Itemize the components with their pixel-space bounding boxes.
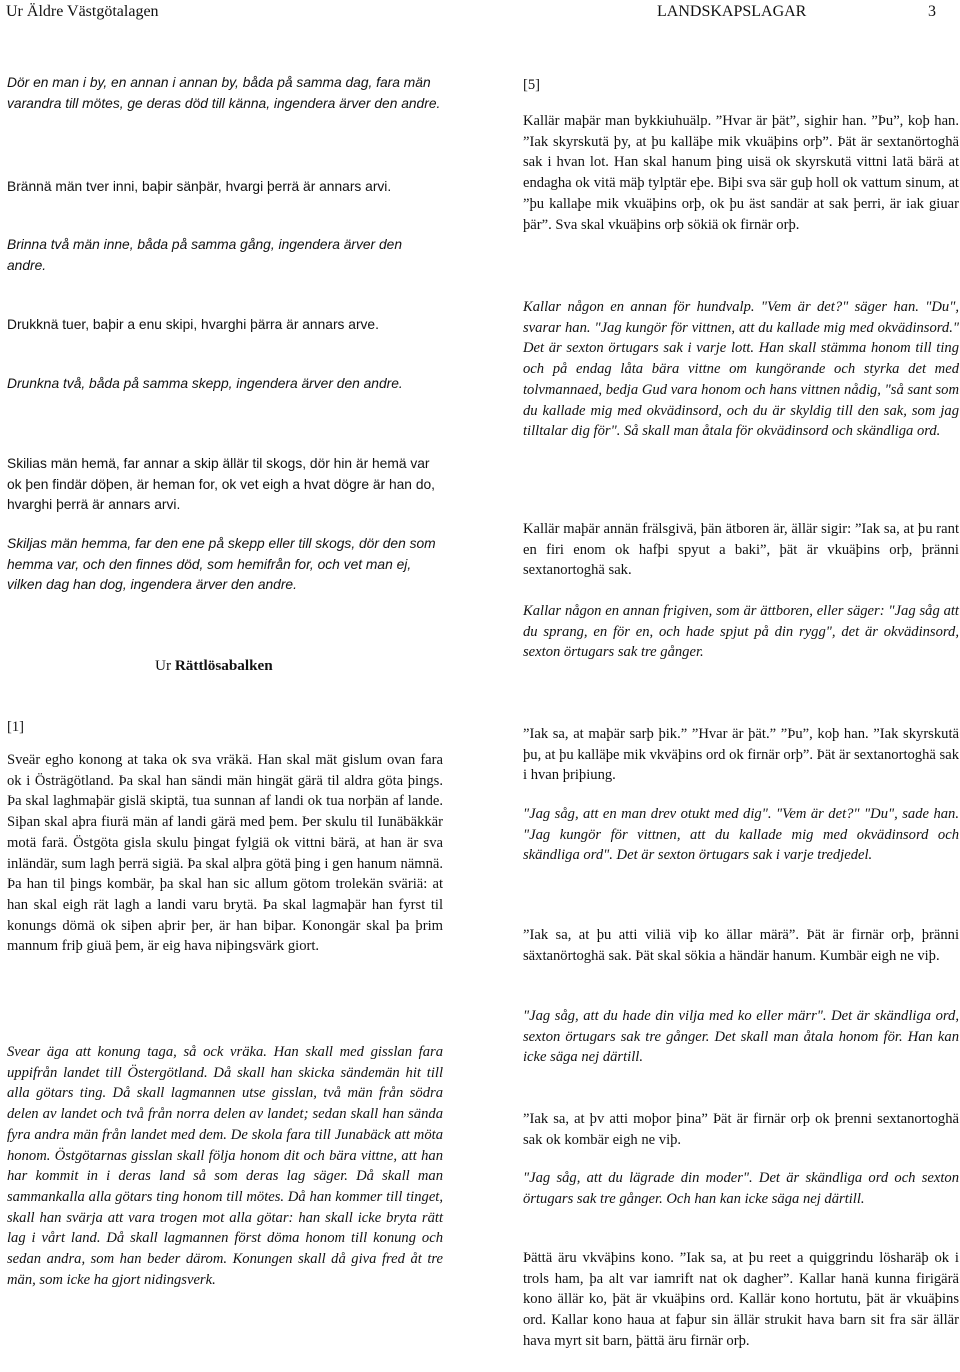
paragraph-modern-r4: Kallar någon en annan frigiven, som är ättboren, eller säger: "Jag såg att du sprang, en för en, och hade spjut på din rygg", det är okvädinsord, sexton örtugars sak tre gånger. (523, 603, 959, 661)
paragraph-old-4: Drukknä tuer, baþir a enu skipi, hvarghi þärra är annars arve. (7, 317, 379, 332)
section-marker-1: [1] (7, 719, 25, 735)
paragraph-modern-r2: Kallar någon en annan för hundvalp. "Vem är det?" säger han. "Du", svarar han. "Jag kungör för vittnen, att du kallade mig med okvädinsord." Det är sexton örtugars sak i varje lott. Han skall stämma honom till ting och på endag låta bära vittne om kungörande och styrka det med tolvmannaed, bedja Gud vara honom och hans vittnen nådig, "så sant som du kallade mig med okvädinsord, och du är skyldig till den sak, som jag tilltalar dig för". Så skall man åtala för okvädinsord och skändliga ord. (523, 299, 959, 440)
paragraph-modern-7: Skiljas män hemma, far den ene på skepp eller till skogs, dör den som hemma var, och den finnes död, som hemifrån for, och vet man ej, vilken dag han dog, ingendera ärver den andre. (7, 536, 436, 593)
paragraph-modern-r6: "Jag såg, att en man drev otukt med dig". "Vem är det?" "Du", sade han. "Jag kungör för vittnen, att du kallade mig med okvädinsord och skändliga ord". Det är sexton örtugars sak i varje tredjedel. (523, 806, 959, 864)
page-number: 3 (928, 3, 936, 20)
paragraph-old-r1: Kallär maþär man bykkiuhuälp. ”Hvar är þät”, sighir han. ”Þu”, koþ han. ”Iak skyrskutä þy, at þu kalläþe mik vkuäþins orþ”. Þät är sextanörtoghä sak i hvan lot. Han skal hanum þing uisä ok skyrskutä vittni latä bärä at endagha ok vitä mäþ tylptär eþe. Biþi sva sär guþ holl ok vattum sinum, at ”þu kallaþe mik vkuäþins orþ, ok þu äst sandär at sak þerri, är iak giuar þär”. Sva skal vkuäþins orþ sökiä ok firnär orþ. (523, 113, 959, 233)
paragraph-modern-9: Svear äga att konung taga, så ock vräka. Han skall med gisslan fara uppifrån landet till Östergötland. Då skall han skicka sändemän hit till alla götars ting. Då skall lagmannen utse gisslan, två män från södra delen av landet och två från norra delen av landet; sedan skall han sända fyra andra män från landet med dem. De skola fara till Junabäck att möta honom. Östgötarnas gisslan skall följa honom dit och bära vittne, att han har kommit in i deras land så som deras lag säger. Då skall man sammankalla alla götars ting honom till mötes. Då han kommer till tinget, skall han svärja att vara trogen mot alla götar: han skall icke bryta rätt lag i vårt land. Då skall lagmannen först döma honom till konung och sedan andra, som han beder därom. Konungen skall då giva fred åt tre män, som icke ha gjort nidingsverk. (7, 1044, 443, 1288)
paragraph-old-r7: ”Iak sa, at þu atti viliä viþ ko ällar märä”. Þät är firnär orþ, þränni säxtanörtoghä sak. Þät skal sökia a händär hanum. Kumbär eigh ne viþ. (523, 927, 959, 964)
paragraph-old-r9: ”Iak sa, at þv atti moþor þina” Þät är firnär orþ ok þrenni sextanortoghä sak ok kombär eigh ne viþ. (523, 1111, 959, 1148)
paragraph-old-2: Brännä män tver inni, baþir sänþär, hvargi þerrä är annars arvi. (7, 179, 392, 194)
section-marker-5: [5] (523, 77, 541, 93)
paragraph-old-r11: Þättä äru vkväþins kono. ”Iak sa, at þu reet a quiggrindu lösharäþ ok i trols ham, þa alt var iamrift nat ok dagher”. Kallar hanä kunna firigärä kono ällär ko, þät är vkuäþins ord. Kallär kono hortutu, þät är vkuäþins ord. Kallar kono haua at faþur sin ällär strukit hava barn sit fra sär ällär hava myrt sit barn, þättä äru firnär orþ. (523, 1250, 959, 1349)
paragraph-modern-3: Brinna två män inne, båda på samma gång, ingendera ärver den andre. (7, 237, 402, 273)
paragraph-old-6: Skilias män hemä, far annar a skip ällär til skogs, dör hin är hemä var ok þen findär döþen, är heman for, ok vet eigh a hvat dögre är han do, hvarghi þerrä är annars arvi. (7, 456, 435, 513)
paragraph-old-8: Sveär egho konong at taka ok sva vräkä. Han skal mät gislum ovan fara ok i Östrägötland. Þa skal han sändi män hingät gärä til aldra göta þings. Þa skal laghmaþär gislä skiptä, tua sunnan af landi ok tua norþän af lande. Siþan skal aþra fiurä män af landi gärä med þem. Þer skulu til Iunäbäkkär motä farä. Östgöta gisla skulu þingat fylgiä ok vittni bärä, at han är sva inländär, sum lagh þerrä sigiä. Þa skal alþra götä þing i gen hanum nämnä. Þa han til þings kombär, þa skal han sic allum götom trolekän sväriä: at han skal eigh rät lagh a landi varu brytä. Þa skal lagmaþär han fyrst til konungs dömä ok siþen aþrir þer, är han biþar. Konongär skal þa þrim mannum friþ giuä þem, är eig hava niþingsvärk giort. (7, 752, 443, 955)
paragraph-modern-5: Drunkna två, båda på samma skepp, ingendera ärver den andre. (7, 376, 403, 391)
section-title: Ur Rättlösabalken (155, 657, 273, 674)
paragraph-old-r5: ”Iak sa, at maþär sarþ þik.” ”Hvar är þät.” ”Þu”, koþ han. ”Iak skyrskutä þu, at þu kalläþe mik vkväþins ord ok firnär orþ”. Þät är sextanortoghä sak i hvan þriþiung. (523, 726, 959, 784)
paragraph-modern-r10: "Jag såg, att du lägrade din moder". Det är skändliga ord och sexton örtugars sak tre gånger. Och han kan icke säga nej därtill. (523, 1170, 959, 1207)
running-header-section: LANDSKAPSLAGAR (657, 3, 807, 20)
paragraph-modern-r8: "Jag såg, att du hade din vilja med ko eller märr". Det är skändliga ord, sexton örtugars sak tre gånger. Det skall man åtala honom för. Han kan icke säga nej därtill. (523, 1008, 959, 1066)
running-header-title: Ur Äldre Västgötalagen (6, 3, 159, 20)
paragraph-modern-1: Dör en man i by, en annan i annan by, båda på samma dag, fara män varandra till mötes, ge deras död till känna, ingendera ärver den andre. (7, 75, 441, 111)
paragraph-old-r3: Kallär maþär annän frälsgivä, þän ätboren är, ällär sigir: ”Iak sa, at þu rant en firi enom ok hafþi spyut a baki”, þät är vkuäþins orþ, þränni sextanortoghä sak. (523, 521, 959, 579)
